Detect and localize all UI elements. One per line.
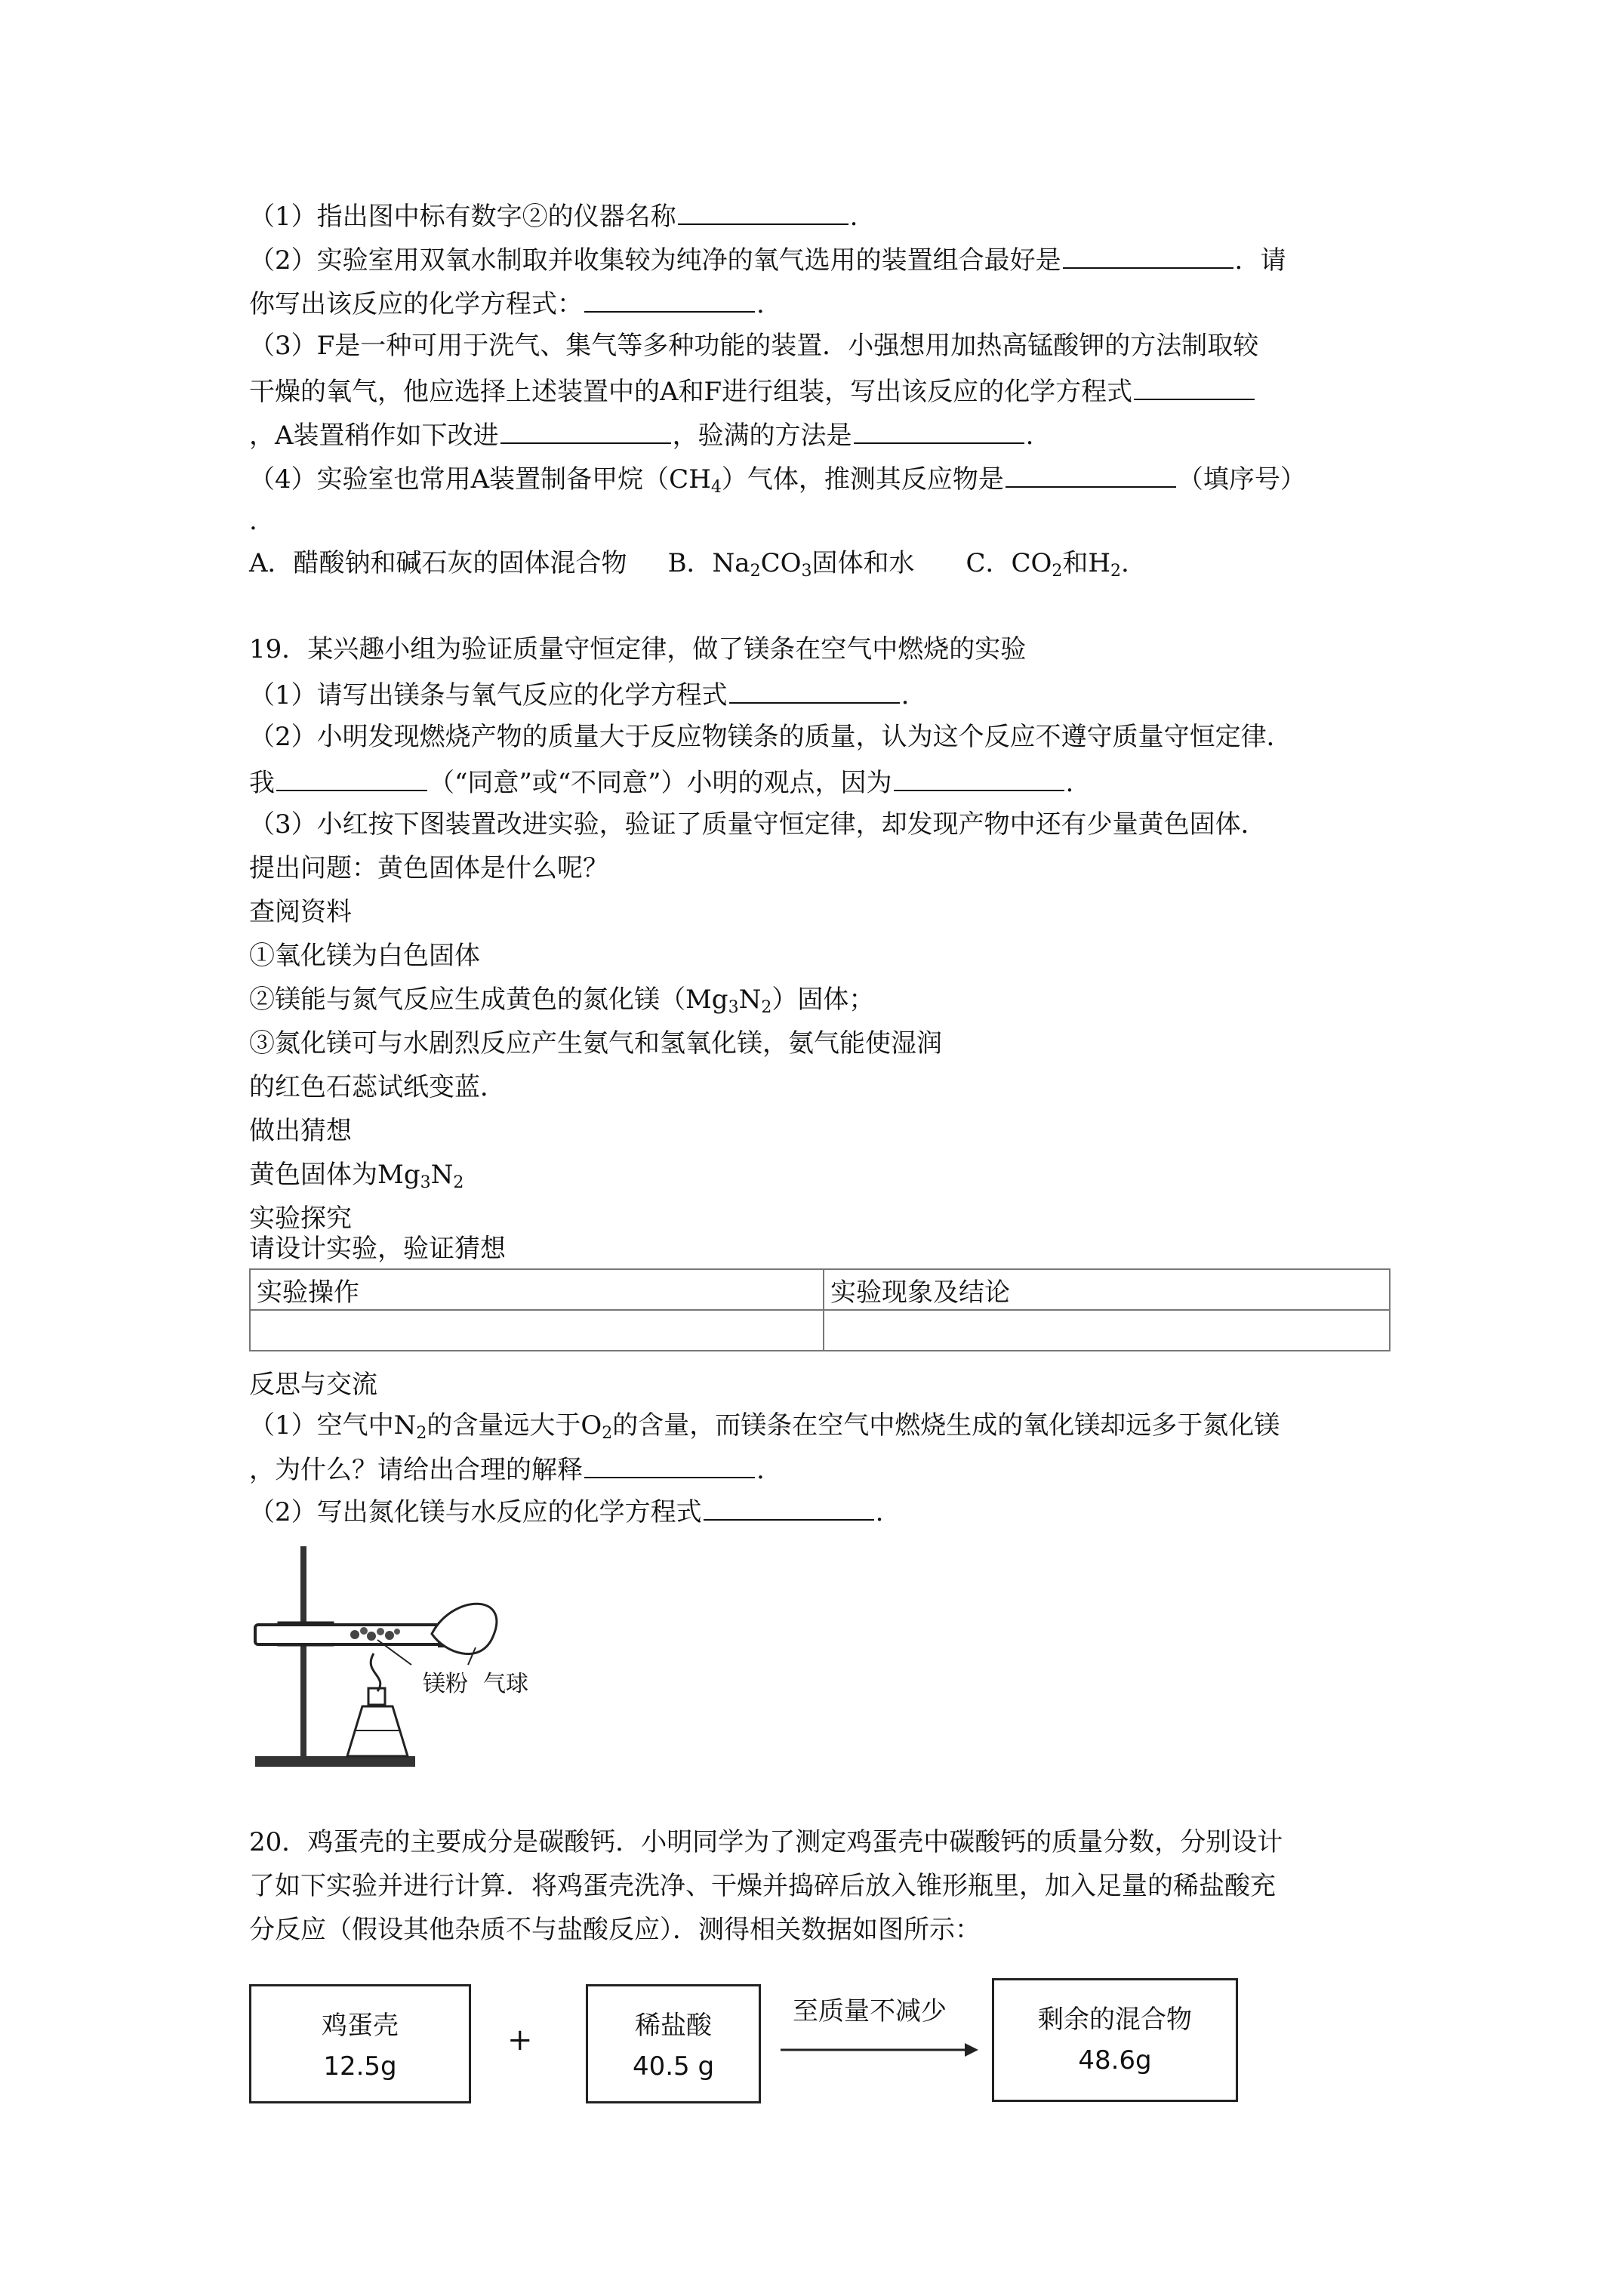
q19-part3: （3）小红按下图装置改进实验，验证了质量守恒定律，却发现产物中还有少量黄色固体． xyxy=(249,809,1267,840)
q19-part1: （1）请写出镁条与氧气反应的化学方程式 . xyxy=(249,676,909,712)
stand-base xyxy=(255,1756,415,1767)
answer-blank[interactable] xyxy=(1063,242,1233,269)
q19-reference-2: ②镁能与氮气反应生成黄色的氮化镁$(Mg_3N_2)$固体； xyxy=(249,985,875,1017)
table-header-cell: 实验操作 xyxy=(250,1269,824,1310)
q18-options: A．醋酸钠和碱石灰的固体混合物 B．$Na_2CO_3$固体和水 C．$CO_2$和$H_2$. xyxy=(249,548,1129,581)
mixture-mass: 48.6g xyxy=(1078,2045,1152,2076)
q19-reference-1: ①氧化镁为白色固体 xyxy=(249,941,480,971)
answer-blank[interactable] xyxy=(854,417,1024,444)
q18-part2-line2: 你写出该反应的化学方程式： . xyxy=(249,285,765,321)
apparatus-figure xyxy=(249,1540,521,1782)
experiment-table xyxy=(249,1268,1390,1351)
acid-label: 稀盐酸 xyxy=(635,2011,712,2041)
arrow-condition: 至质量不减少 xyxy=(793,1996,947,2026)
eggshell-label: 鸡蛋壳 xyxy=(322,2011,399,2041)
reaction-arrow-icon xyxy=(778,2039,981,2061)
q19-reference-heading: 查阅资料 xyxy=(249,897,352,927)
answer-blank[interactable] xyxy=(1006,461,1176,488)
q18-part4-line2: . xyxy=(249,506,257,536)
q19-reflect-1-line2: ，为什么？请给出合理的解释 . xyxy=(249,1451,765,1487)
table-cell-operation[interactable] xyxy=(250,1310,824,1351)
answer-blank[interactable] xyxy=(1134,373,1255,400)
eggshell-mass: 12.5g xyxy=(323,2051,397,2082)
mixture-label: 剩余的混合物 xyxy=(1038,2005,1192,2035)
q19-reflect-heading: 反思与交流 xyxy=(249,1370,377,1400)
eggshell-box xyxy=(249,1984,471,2103)
q19-part2-line1: （2）小明发现燃烧产物的质量大于反应物镁条的质量，认为这个反应不遵守质量守恒定律． xyxy=(249,722,1292,752)
q19-reflect-2: （2）写出氮化镁与水反应的化学方程式 . xyxy=(249,1493,883,1529)
table-header-cell: 实验现象及结论 xyxy=(824,1269,1390,1310)
hydrochloric-acid-box xyxy=(586,1984,761,2103)
q19-question: 提出问题：黄色固体是什么呢？ xyxy=(249,853,608,883)
lamp-neck xyxy=(368,1688,385,1705)
q19-stem: 19．某兴趣小组为验证质量守恒定律，做了镁条在空气中燃烧的实验 xyxy=(249,634,1027,664)
table-header-row xyxy=(250,1269,1390,1310)
q18-part2-line1: （2）实验室用双氧水制取并收集较为纯净的氧气选用的装置组合最好是 ．请 xyxy=(249,242,1286,277)
q19-reference-3-line2: 的红色石蕊试纸变蓝． xyxy=(249,1072,506,1102)
remaining-mixture-box xyxy=(992,1978,1238,2102)
label-magnesium-powder: 镁粉 xyxy=(423,1671,468,1697)
label-balloon: 气球 xyxy=(483,1671,528,1697)
q20-line3: 分反应（假设其他杂质不与盐酸反应）．测得相关数据如图所示： xyxy=(249,1915,981,1945)
q20-line2: 了如下实验并进行计算．将鸡蛋壳洗净、干燥并捣碎后放入锥形瓶里，加入足量的稀盐酸充 xyxy=(249,1871,1276,1901)
answer-blank[interactable] xyxy=(276,764,427,791)
answer-blank[interactable] xyxy=(500,417,671,444)
answer-blank[interactable] xyxy=(584,285,755,313)
table-row xyxy=(250,1310,1390,1351)
table-cell-result[interactable] xyxy=(824,1310,1390,1351)
flame xyxy=(371,1653,380,1691)
q20-line1: 20．鸡蛋壳的主要成分是碳酸钙．小明同学为了测定鸡蛋壳中碳酸钙的质量分数，分别设计 xyxy=(249,1827,1283,1857)
q19-reflect-1-line1: （1）空气中$N_2$的含量远大于$O_2$的含量，而镁条在空气中燃烧生成的氧化镁却远多于氮化镁 xyxy=(249,1410,1280,1443)
answer-blank[interactable] xyxy=(894,764,1064,791)
q19-explore-heading: 实验探究 xyxy=(249,1203,352,1234)
answer-blank[interactable] xyxy=(584,1451,755,1478)
q19-guess-heading: 做出猜想 xyxy=(249,1116,352,1146)
q19-reference-3-line1: ③氮化镁可与水剧烈反应产生氨气和氢氧化镁，氨气能使湿润 xyxy=(249,1028,942,1059)
stand-rod xyxy=(300,1546,306,1758)
answer-blank[interactable] xyxy=(704,1493,874,1521)
q19-design-text: 请设计实验，验证猜想 xyxy=(249,1234,506,1264)
q19-guess-text: 黄色固体为$Mg_3N_2$ xyxy=(249,1160,464,1192)
q18-part3-line2: 干燥的氧气，他应选择上述装置中的A和F进行组装，写出该反应的化学方程式 xyxy=(249,373,1256,408)
plus-sign: + xyxy=(507,2023,533,2057)
q18-part4-line1: （4）实验室也常用A装置制备甲烷$(CH_4)$气体，推测其反应物是 （填序号） xyxy=(249,461,1306,496)
q18-part1: （1）指出图中标有数字②的仪器名称 . xyxy=(249,198,858,233)
q18-part3-line1: （3）F是一种可用于洗气、集气等多种功能的装置．小强想用加热高锰酸钾的方法制取较 xyxy=(249,331,1259,361)
q18-part3-line3: ，A装置稍作如下改进 ，验满的方法是 . xyxy=(249,417,1033,452)
answer-blank[interactable] xyxy=(729,676,900,704)
acid-mass: 40.5 g xyxy=(632,2051,715,2082)
q19-part2-line2: 我 （“同意”或“不同意”）小明的观点，因为 . xyxy=(249,764,1073,800)
answer-blank[interactable] xyxy=(678,198,848,225)
